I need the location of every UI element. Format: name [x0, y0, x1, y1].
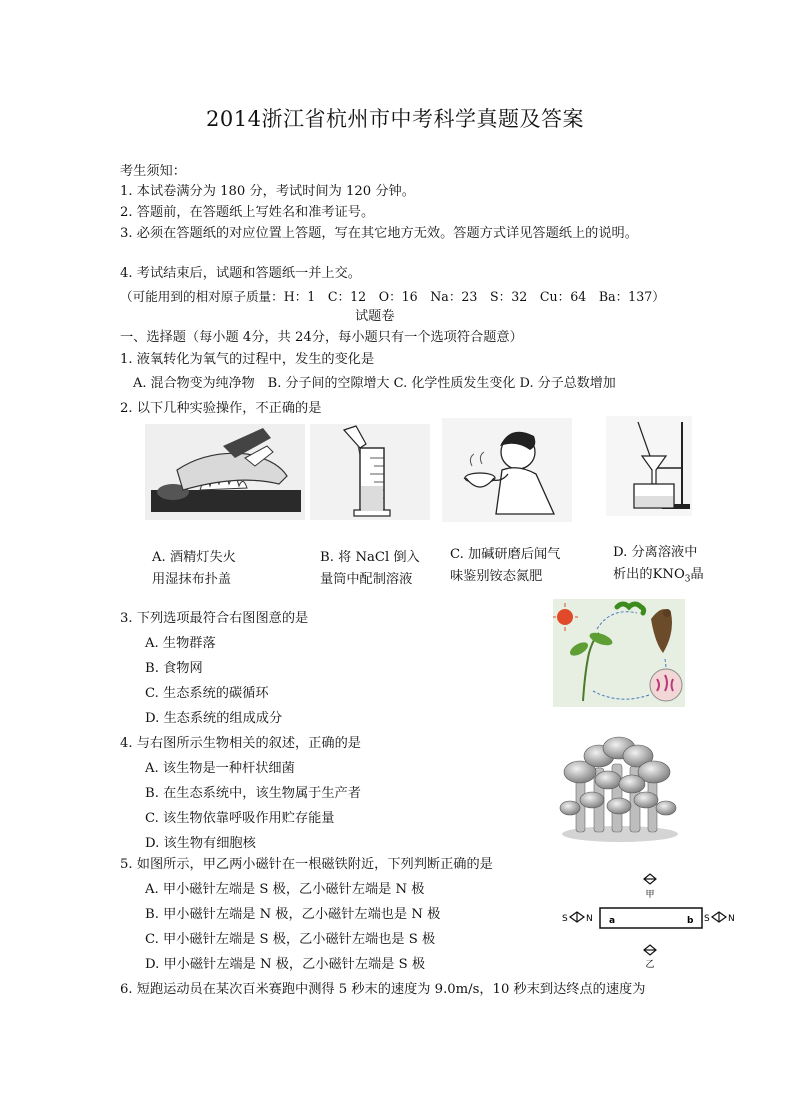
section-heading: 一、选择题（每小题 4分，共 24分，每小题只有一个选项符合题意） — [120, 330, 523, 345]
label-yi: 乙 — [645, 960, 655, 970]
magnet-end-b: b — [687, 916, 694, 926]
q2-option-a-line1: A. 酒精灯失火 — [152, 550, 236, 565]
q5-option-d: D. 甲小磁针左端是 N 极，乙小磁针左端是 S 极 — [145, 957, 426, 972]
q3-option-c: C. 生态系统的碳循环 — [145, 686, 269, 701]
notice-4: 4. 考试结束后，试题和答题纸一并上交。 — [120, 266, 361, 281]
notice-2: 2. 答题前，在答题纸上写姓名和准考证号。 — [120, 205, 375, 220]
q3-option-d: D. 生态系统的组成成分 — [145, 711, 283, 726]
left-compass-s: S — [562, 914, 568, 924]
q2-stem: 2. 以下几种实验操作，不正确的是 — [120, 401, 322, 416]
label-jia: 甲 — [645, 890, 655, 900]
atomic-masses: （可能用到的相对原子质量：H：1 C：12 O：16 Na：23 S：32 Cu：64 Ba：137） — [120, 289, 665, 304]
q2-option-d-line1: D. 分离溶液中 — [613, 545, 698, 560]
q2-option-c-line1: C. 加碱研磨后闻气 — [450, 547, 561, 562]
q3-option-a: A. 生物群落 — [145, 636, 216, 651]
alcohol-lamp-fire-image — [145, 424, 305, 520]
q1-options: A. 混合物变为纯净物 B. 分子间的空隙增大 C. 化学性质发生变化 D. 分子总数增加 — [133, 376, 616, 391]
graduated-cylinder-image — [310, 424, 430, 520]
notice-3: 3. 必须在答题纸的对应位置上答题，写在其它地方无效。答题方式详见答题纸上的说明。 — [120, 226, 638, 241]
q5-option-c: C. 甲小磁针左端是 S 极，乙小磁针左端也是 S 极 — [145, 932, 436, 947]
q5-option-a: A. 甲小磁针左端是 S 极，乙小磁针左端是 N 极 — [145, 882, 425, 897]
mushroom-image — [548, 734, 688, 844]
q4-stem: 4. 与右图所示生物相关的叙述，正确的是 — [120, 736, 361, 751]
q5-stem: 5. 如图所示，甲乙两小磁针在一根磁铁附近，下列判断正确的是 — [120, 857, 493, 872]
q2-option-b-line1: B. 将 NaCl 倒入 — [320, 550, 420, 565]
paper-label: 试题卷 — [355, 309, 395, 324]
page-title: 2014浙江省杭州市中考科学真题及答案 — [206, 107, 584, 131]
q2-option-d-line2: 析出的$KNO_3$晶 — [613, 567, 704, 585]
q4-option-d: D. 该生物有细胞核 — [145, 836, 256, 851]
magnet-diagram — [560, 872, 740, 972]
right-compass-s: S — [704, 914, 710, 924]
filtration-stand-image — [606, 416, 692, 516]
q6-stem: 6. 短跑运动员在某次百米赛跑中测得 5 秒末的速度为 9.0m/s，10 秒末到达终点的速度为 — [120, 982, 646, 997]
q4-option-c: C. 该生物依靠呼吸作用贮存能量 — [145, 811, 335, 826]
compass-yi-icon — [644, 945, 656, 955]
q2-option-b-line2: 量筒中配制溶液 — [320, 572, 413, 587]
left-compass-n: N — [586, 914, 593, 924]
q3-option-b: B. 食物网 — [145, 661, 203, 676]
q2-option-c-line2: 味鉴别铵态氮肥 — [450, 569, 543, 584]
q2-option-a-line2: 用湿抹布扑盖 — [152, 572, 232, 587]
q4-option-b: B. 在生态系统中，该生物属于生产者 — [145, 786, 361, 801]
q3-stem: 3. 下列选项最符合右图图意的是 — [120, 611, 309, 626]
q5-option-b: B. 甲小磁针左端是 N 极，乙小磁针左端也是 N 极 — [145, 907, 441, 922]
q4-option-a: A. 该生物是一种杆状细菌 — [145, 761, 295, 776]
compass-jia-icon — [644, 874, 656, 884]
right-compass-n: N — [728, 914, 735, 924]
q1-stem: 1. 液氧转化为氧气的过程中，发生的变化是 — [120, 352, 375, 367]
ecosystem-image — [553, 599, 685, 707]
notice-1: 1. 本试卷满分为 180 分，考试时间为 120 分钟。 — [120, 184, 415, 199]
notice-heading: 考生须知： — [120, 164, 186, 179]
magnet-end-a: a — [609, 916, 616, 926]
boy-smelling-image — [442, 418, 572, 522]
